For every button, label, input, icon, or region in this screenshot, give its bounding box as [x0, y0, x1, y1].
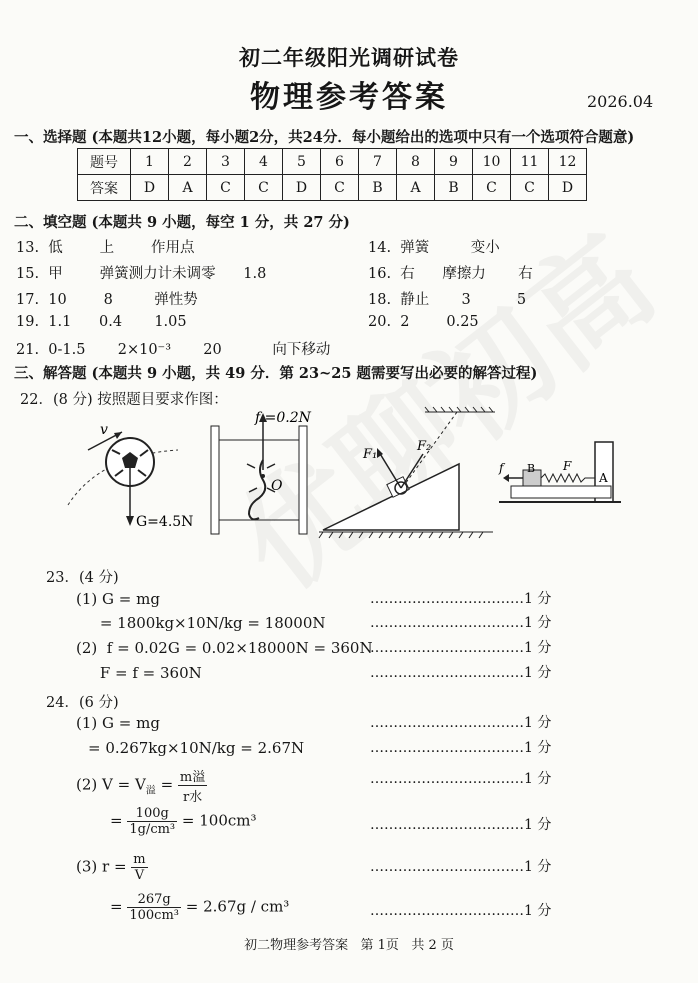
table-cell: C — [321, 175, 359, 201]
wall-right — [299, 426, 307, 534]
page-title: 物理参考答案 — [250, 80, 448, 115]
ground-hatch — [319, 532, 483, 538]
fill-answer: 19. 1.1 0.4 1.05 — [16, 314, 187, 330]
label-v: v — [100, 422, 108, 438]
arrowhead-f-small — [503, 474, 509, 482]
score-line: ……………………………1 分 — [370, 817, 552, 833]
figure-gecko — [205, 408, 313, 536]
numerator: m溢 — [178, 766, 207, 786]
q24-title: 24．(6 分) — [46, 695, 119, 711]
spring — [541, 474, 595, 482]
denominator: r水 — [182, 790, 203, 805]
numerator: 100g — [127, 806, 177, 822]
score-line: ……………………………1 分 — [370, 859, 552, 875]
numerator: m — [133, 852, 146, 867]
table-cell: C — [207, 175, 245, 201]
table-cell: 12 — [549, 149, 587, 175]
fill-answer: 15. 甲 弹簧测力计未调零 1.8 — [16, 266, 267, 282]
q23-title: 23．(4 分) — [46, 570, 119, 586]
label-F: F — [563, 459, 572, 473]
table-cell: D — [131, 175, 169, 201]
expr-text: = 100cm³ — [177, 811, 257, 830]
score-line: ……………………………1 分 — [370, 615, 552, 631]
fraction — [178, 766, 207, 805]
table-cell: 8 — [397, 149, 435, 175]
expr-text: = 2.67g / cm³ — [180, 897, 290, 916]
board — [511, 486, 611, 498]
fraction — [127, 892, 181, 923]
page-footer: 初二物理参考答案 第 1页 共 2 页 — [244, 938, 454, 953]
section3-heading: 三、解答题 (本题共 9 小题，共 49 分．第 23~25 题需要写出必要的解答过程) — [14, 365, 538, 382]
row-label: 题号 — [78, 149, 131, 175]
label-o: O — [271, 478, 283, 494]
q24-line: = 0.267kg×10N/kg = 2.67N — [88, 739, 305, 757]
figure-ball — [60, 410, 200, 540]
fill-answer: 13. 低 上 作用点 — [16, 240, 195, 256]
q24-line: (1) G = mg — [76, 714, 160, 732]
table-cell: D — [549, 175, 587, 201]
incline — [323, 464, 459, 530]
q23-line: F = f = 360N — [76, 664, 202, 682]
gravity-arrowhead — [126, 516, 134, 526]
table-cell: A — [397, 175, 435, 201]
ceiling-hatch — [425, 407, 493, 412]
table-cell: 7 — [359, 149, 397, 175]
score-line: ……………………………1 分 — [370, 591, 552, 607]
q23-line: (1) G = mg — [76, 590, 160, 608]
label-b: B — [527, 462, 536, 475]
q22-title: 22．(8 分) 按照题目要求作图： — [20, 392, 228, 408]
exam-subtitle: 初二年级阳光调研试卷 — [239, 45, 459, 70]
figure-incline — [315, 406, 497, 540]
table-cell: B — [435, 175, 473, 201]
score-line: ……………………………1 分 — [370, 640, 552, 656]
fill-answer: 20. 2 0.25 — [368, 314, 479, 330]
label-a: A — [599, 471, 608, 485]
expr-text: = — [155, 775, 178, 794]
table-row — [78, 175, 587, 201]
fill-answer: 14. 弹簧 变小 — [368, 240, 500, 256]
fraction — [131, 852, 147, 883]
numerator: 267g — [127, 892, 181, 908]
table-cell: 9 — [435, 149, 473, 175]
answer-table — [77, 148, 587, 201]
score-line: ……………………………1 分 — [370, 665, 552, 681]
table-cell: C — [245, 175, 283, 201]
label-f1: F₁ — [363, 447, 378, 462]
table-cell: B — [359, 175, 397, 201]
label-g: G=4.5N — [136, 514, 194, 530]
expr-text: (3) r = — [76, 857, 132, 876]
expr-text: (2) V = V — [76, 775, 146, 794]
denominator: 100cm³ — [129, 908, 179, 923]
table-cell: C — [511, 175, 549, 201]
table-cell: 3 — [207, 149, 245, 175]
fill-answer: 21. 0-1.5 2×10⁻³ 20 向下移动 — [16, 342, 331, 358]
table-cell: C — [473, 175, 511, 201]
score-line: ……………………………1 分 — [370, 771, 552, 787]
table-cell: 1 — [131, 149, 169, 175]
table-cell: 10 — [473, 149, 511, 175]
denominator: 1g/cm³ — [129, 822, 176, 837]
score-line: ……………………………1 分 — [370, 740, 552, 756]
label-f2: F₂ — [417, 439, 432, 454]
point-o — [261, 474, 265, 478]
q24-line — [76, 852, 148, 883]
q24-line: = $\frac{267g}{\text{100cm³}}$ = 2.67g / cm³ — [110, 892, 290, 923]
label-f: f =0.2N — [255, 410, 311, 426]
date: 2026.04 — [587, 92, 654, 111]
q24-line: = $\frac{100g}{\text{1g/cm³}}$ = 100cm³ — [110, 806, 257, 837]
table-cell: 11 — [511, 149, 549, 175]
q23-line: (2) f = 0.02G = 0.02×18000N = 360N — [76, 639, 373, 657]
figure-spring — [495, 436, 625, 516]
table-cell: 2 — [169, 149, 207, 175]
table-cell: D — [283, 175, 321, 201]
score-line: ……………………………1 分 — [370, 903, 552, 919]
fill-answer: 16. 右 摩擦力 右 — [368, 266, 533, 282]
row-label: 答案 — [78, 175, 131, 201]
table-cell: 5 — [283, 149, 321, 175]
q23-line: = 1800kg×10N/kg = 18000N — [76, 614, 326, 632]
section2-heading: 二、填空题 (本题共 9 小题，每空 1 分，共 27 分) — [14, 214, 350, 231]
section1-heading: 一、选择题 (本题共12小题，每小题2分，共24分．每小题给出的选项中只有一个选项符合题意) — [14, 129, 635, 146]
table-cell: 6 — [321, 149, 359, 175]
denominator: V — [134, 868, 145, 883]
label-f-small: f — [499, 461, 504, 475]
wall-left — [211, 426, 219, 534]
table-cell: 4 — [245, 149, 283, 175]
expr-sub: 溢 — [145, 785, 156, 797]
fill-answer: 18. 静止 3 5 — [368, 292, 527, 308]
score-line: ……………………………1 分 — [370, 715, 552, 731]
table-row — [78, 149, 587, 175]
fill-answer: 17. 10 8 弹性势 — [16, 292, 198, 308]
q24-line — [76, 766, 207, 805]
table-cell: A — [169, 175, 207, 201]
fraction — [127, 806, 177, 837]
